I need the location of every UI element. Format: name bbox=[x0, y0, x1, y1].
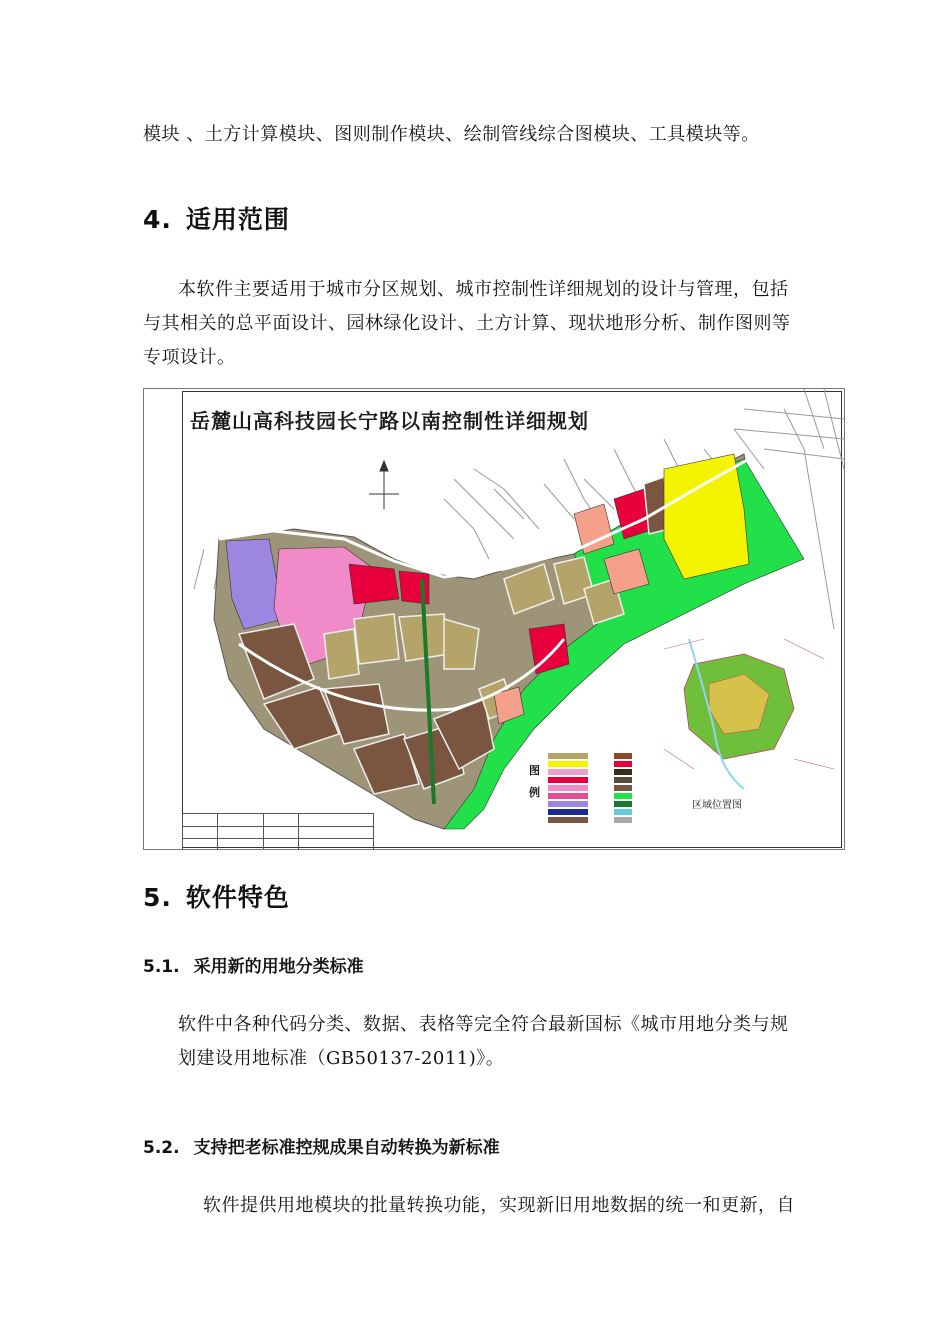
legend-swatches-right bbox=[614, 751, 632, 829]
heading-section-5-2 bbox=[143, 1133, 500, 1158]
heading-text: 支持把老标准控规成果自动转换为新标准 bbox=[193, 1138, 500, 1158]
yellow-block bbox=[664, 454, 749, 579]
north-arrow bbox=[369, 461, 399, 509]
inset-map bbox=[664, 629, 834, 789]
heading-number: 5. bbox=[143, 883, 172, 912]
legend-title-1: 图 bbox=[529, 764, 540, 777]
map-title: 岳麓山高科技园长宁路以南控制性详细规划 bbox=[190, 409, 589, 433]
paragraph-5-2-line-1: 软件提供用地模块的批量转换功能，实现新旧用地数据的统一和更新，自 bbox=[203, 1195, 795, 1216]
heading-text: 采用新的用地分类标准 bbox=[193, 957, 364, 977]
heading-text: 软件特色 bbox=[185, 883, 290, 912]
heading-text: 适用范围 bbox=[185, 205, 290, 234]
planning-map-figure bbox=[143, 388, 845, 850]
heading-section-5-1 bbox=[143, 952, 364, 977]
heading-section-4 bbox=[143, 200, 290, 236]
heading-number: 4. bbox=[143, 205, 172, 234]
paragraph-scope-line-3: 专项设计。 bbox=[143, 347, 236, 368]
heading-section-5 bbox=[143, 878, 290, 914]
drawing-title-block bbox=[182, 813, 374, 850]
heading-number: 5.1. bbox=[143, 957, 180, 977]
paragraph-5-1-line-1: 软件中各种代码分类、数据、表格等完全符合最新国标《城市用地分类与规 bbox=[178, 1014, 789, 1035]
inset-map-label: 区域位置图 bbox=[692, 800, 742, 811]
heading-number: 5.2. bbox=[143, 1138, 180, 1158]
paragraph-scope-line-2: 与其相关的总平面设计、园林绿化设计、土方计算、现状地形分析、制作图则等 bbox=[143, 313, 791, 334]
paragraph-scope-line-1: 本软件主要适用于城市分区规划、城市控制性详细规划的设计与管理，包括 bbox=[178, 279, 789, 300]
legend-swatches-left bbox=[548, 751, 588, 829]
land-use-map bbox=[144, 389, 844, 849]
legend-title-2: 例 bbox=[529, 786, 540, 799]
paragraph-5-1-line-2: 划建设用地标准（GB50137-2011)》。 bbox=[178, 1048, 505, 1069]
paragraph-modules-end: 模块 、土方计算模块、图则制作模块、绘制管线综合图模块、工具模块等。 bbox=[143, 124, 760, 145]
